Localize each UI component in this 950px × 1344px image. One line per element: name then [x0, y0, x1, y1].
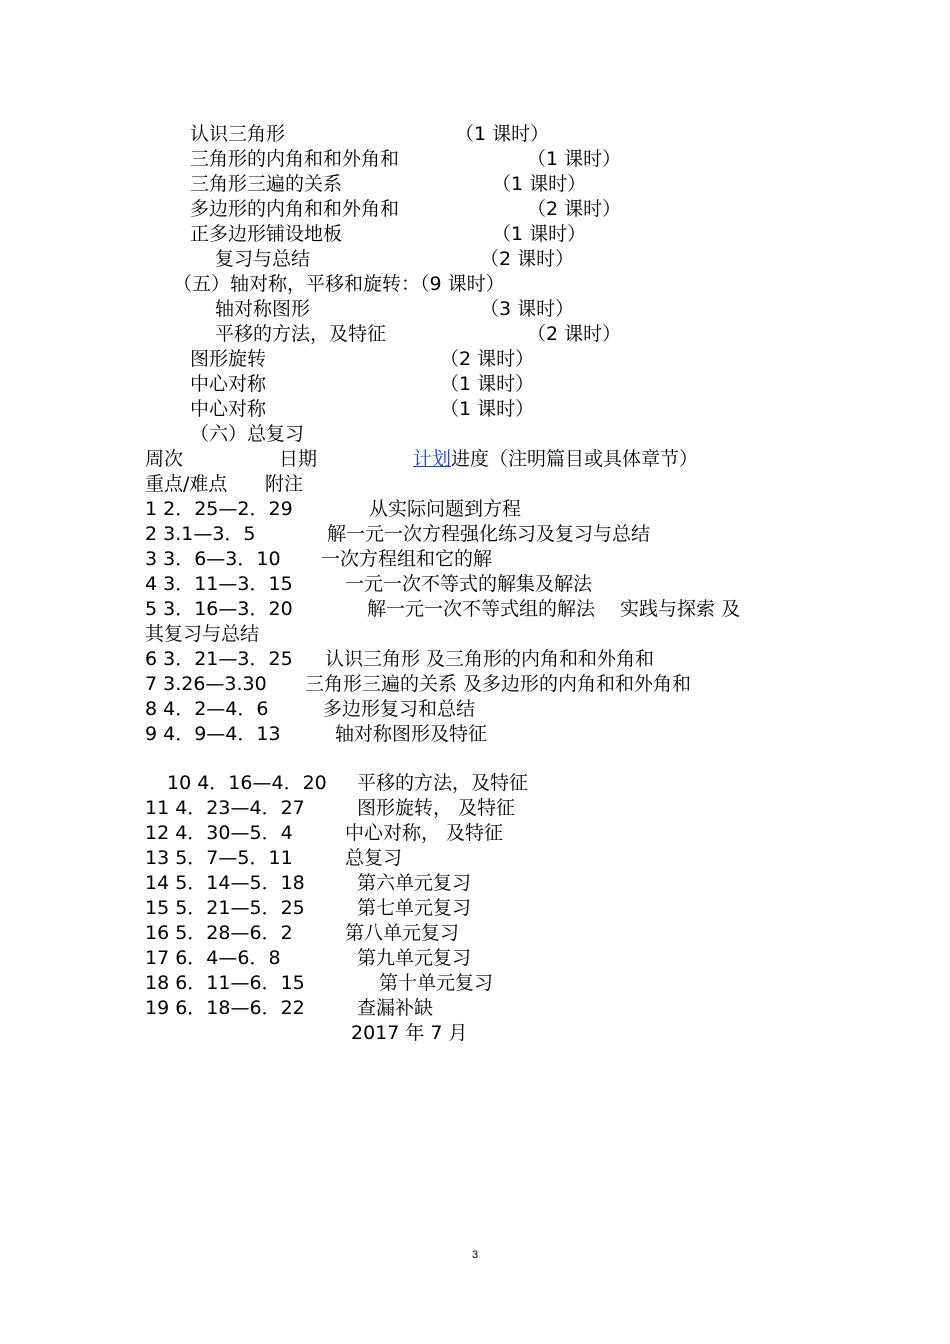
lesson-row: [190, 197, 622, 222]
table-row: [145, 871, 472, 896]
row-content: 解一元一次不等式组的解法 实践与探索 及: [367, 598, 741, 620]
lesson-row: [190, 372, 535, 397]
unit5-heading: （五）轴对称，平移和旋转：（9 课时）: [173, 273, 505, 295]
table-row: [145, 971, 494, 996]
row-content: 第七单元复习: [357, 897, 472, 919]
header-date: 日期: [279, 448, 318, 470]
date-footer: 2017 年 7 月: [351, 1022, 468, 1044]
lesson-row: [190, 222, 587, 247]
lesson-row: [215, 322, 622, 347]
lesson-name: 三角形三遍的关系: [190, 173, 343, 195]
row-content: 从实际问题到方程: [369, 498, 522, 520]
row-content: 第六单元复习: [357, 872, 472, 894]
table-row: [145, 647, 655, 672]
lesson-hours: （2 课时）: [440, 348, 535, 370]
table-row: [145, 821, 504, 846]
row-content: 三角形三遍的关系 及多边形的内角和和外角和: [305, 673, 692, 695]
lesson-row: [190, 397, 535, 422]
row-content: 解一元一次方程强化练习及复习与总结: [327, 523, 651, 545]
lesson-name: 认识三角形: [190, 123, 286, 145]
table-row-cont: 其复习与总结: [145, 623, 260, 645]
header-key-points: 重点/难点: [145, 473, 228, 495]
lesson-row: [215, 297, 575, 322]
row-content: 第八单元复习: [345, 922, 460, 944]
table-row: [145, 846, 403, 871]
table-header: [145, 447, 699, 472]
week-date: 14 5．14—5．18: [145, 872, 305, 894]
week-date: 10 4．16—4．20: [167, 772, 327, 794]
lesson-name: 中心对称: [190, 398, 267, 420]
lesson-hours: （1 课时）: [440, 373, 535, 395]
lesson-name: 平移的方法，及特征: [215, 323, 387, 345]
week-date: 6 3．21—3．25: [145, 648, 293, 670]
header-notes: 附注: [265, 473, 304, 495]
table-row: [145, 722, 488, 747]
row-content: 第十单元复习: [379, 972, 494, 994]
lesson-name: 中心对称: [190, 373, 267, 395]
week-date: 3 3．6—3．10: [145, 548, 281, 570]
week-date: 9 4．9—4．13: [145, 723, 281, 745]
lesson-row: [190, 347, 535, 372]
header-week: 周次: [145, 448, 184, 470]
table-row: [145, 996, 434, 1021]
row-content: 多边形复习和总结: [323, 698, 476, 720]
row-content: 图形旋转， 及特征: [357, 797, 516, 819]
table-row: [145, 921, 460, 946]
row-content: 查漏补缺: [357, 997, 434, 1019]
week-date: 19 6．18—6．22: [145, 997, 305, 1019]
table-row: [145, 547, 493, 572]
week-date: 5 3．16—3．20: [145, 598, 293, 620]
lesson-row: [190, 172, 587, 197]
table-row: [145, 497, 522, 522]
lesson-hours: （1 课时）: [440, 398, 535, 420]
week-date: 18 6．11—6．15: [145, 972, 305, 994]
lesson-name: 图形旋转: [190, 348, 267, 370]
lesson-hours: （1 课时）: [492, 223, 587, 245]
row-content: 平移的方法，及特征: [357, 772, 529, 794]
row-content: 第九单元复习: [357, 947, 472, 969]
week-date: 8 4．2—4．6: [145, 698, 269, 720]
week-date: 7 3.26—3.30: [145, 673, 267, 695]
lesson-name: 轴对称图形: [215, 298, 311, 320]
week-date: 12 4．30—5．4: [145, 822, 293, 844]
week-date: 11 4．23—4．27: [145, 797, 305, 819]
lesson-name: 三角形的内角和和外角和: [190, 148, 400, 170]
page-number: 3: [471, 1249, 479, 1261]
week-date: 2 3.1—3．5: [145, 523, 256, 545]
row-content: 总复习: [345, 847, 403, 869]
week-date: 1 2．25—2．29: [145, 498, 293, 520]
row-content: 中心对称， 及特征: [345, 822, 504, 844]
header-progress: 进度（注明篇目或具体章节）: [451, 448, 699, 470]
lesson-hours: （1 课时）: [455, 123, 550, 145]
week-date: 17 6．4—6．8: [145, 947, 281, 969]
table-row: [145, 796, 516, 821]
week-date: 16 5．28—6．2: [145, 922, 293, 944]
row-content: 一次方程组和它的解: [321, 548, 493, 570]
table-row: [145, 896, 472, 921]
week-date: 4 3．11—3．15: [145, 573, 293, 595]
lesson-row: [190, 122, 550, 147]
lesson-row: [215, 247, 575, 272]
lesson-hours: （3 课时）: [480, 298, 575, 320]
table-row: [145, 672, 692, 697]
row-content: 轴对称图形及特征: [335, 723, 488, 745]
lesson-name: 正多边形铺设地板: [190, 223, 343, 245]
lesson-hours: （1 课时）: [527, 148, 622, 170]
week-date: 13 5．7—5．11: [145, 847, 293, 869]
row-content: 认识三角形 及三角形的内角和和外角和: [325, 648, 655, 670]
table-row: [145, 946, 472, 971]
lesson-hours: （2 课时）: [527, 198, 622, 220]
lesson-name: 多边形的内角和和外角和: [190, 198, 400, 220]
lesson-hours: （2 课时）: [480, 248, 575, 270]
lesson-name: 复习与总结: [215, 248, 311, 270]
lesson-row: [190, 147, 622, 172]
table-row: [167, 771, 529, 796]
table-header-cont: [145, 472, 304, 497]
table-row: [145, 597, 741, 622]
row-content: 一元一次不等式的解集及解法: [345, 573, 593, 595]
lesson-hours: （2 课时）: [527, 323, 622, 345]
lesson-hours: （1 课时）: [492, 173, 587, 195]
table-row: [145, 572, 593, 597]
table-row: [145, 697, 476, 722]
table-row: [145, 522, 651, 547]
unit6-heading: （六）总复习: [190, 423, 305, 445]
week-date: 15 5．21—5．25: [145, 897, 305, 919]
plan-link[interactable]: 计划: [413, 448, 452, 470]
